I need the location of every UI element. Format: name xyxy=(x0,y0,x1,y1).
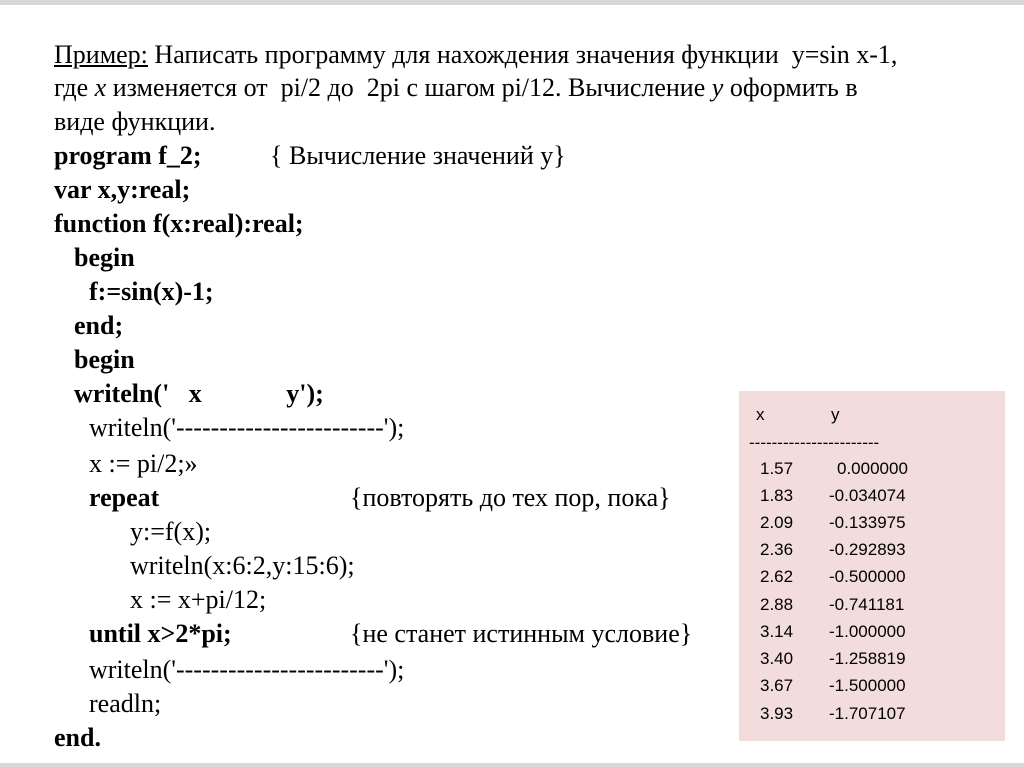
output-separator: ----------------------- xyxy=(749,433,880,452)
var-x-italic: x xyxy=(94,73,107,102)
code-readln: readln; xyxy=(89,689,162,718)
code-function: function f(x:real):real; xyxy=(54,209,304,238)
output-row-x: 2.62 xyxy=(760,567,794,586)
output-row-y: -1.258819 xyxy=(829,649,906,668)
var-y-italic: y xyxy=(711,73,724,102)
code-x-init: x := pi/2;» xyxy=(89,449,198,478)
output-row-y: -1.707107 xyxy=(829,704,906,723)
output-row-x: 3.40 xyxy=(760,649,794,668)
code-x-step: x := x+pi/12; xyxy=(130,585,267,614)
output-row-x: 1.83 xyxy=(760,486,794,505)
output-row-x: 2.88 xyxy=(760,595,794,614)
intro-line-1 xyxy=(54,40,897,70)
output-row-x: 3.14 xyxy=(760,622,794,641)
code-var: var x,y:real; xyxy=(54,175,191,204)
code-begin-2: begin xyxy=(74,345,135,374)
output-row-y: -1.000000 xyxy=(829,622,906,641)
program-output-panel xyxy=(739,391,1005,741)
code-writeln-separator-2: writeln('------------------------'); xyxy=(89,655,405,684)
output-row-x: 2.09 xyxy=(760,513,794,532)
code-y-assign: y:=f(x); xyxy=(130,517,212,546)
output-row-y: -0.500000 xyxy=(829,567,906,586)
code-writeln-xy: writeln(x:6:2,y:15:6); xyxy=(130,551,355,580)
code-end-final: end. xyxy=(54,723,101,752)
output-row-y: -0.034074 xyxy=(829,486,906,505)
code-repeat: repeat xyxy=(89,483,160,512)
intro-line-2 xyxy=(54,73,858,103)
intro-line-2-b: изменяется от pi/2 до 2pi с шагом pi/12. Вычисление xyxy=(106,73,712,102)
intro-line-2-a: где xyxy=(54,73,95,102)
output-row-y: -0.741181 xyxy=(829,595,905,614)
slide-top-border xyxy=(0,0,1024,5)
slide-bottom-border xyxy=(0,763,1024,767)
output-row-x: 1.57 xyxy=(760,459,794,478)
output-header-y: y xyxy=(831,405,840,424)
code-repeat-comment: {повторять до тех пор, пока} xyxy=(350,483,671,512)
output-header-x: x xyxy=(756,405,765,424)
code-until-comment: {не станет истинным условие} xyxy=(350,619,693,648)
code-program: program f_2; xyxy=(54,141,202,170)
output-row-x: 3.67 xyxy=(760,676,794,695)
intro-line-2-c: оформить в xyxy=(723,73,858,102)
code-until: until x>2*pi; xyxy=(89,619,232,648)
output-row-x: 3.93 xyxy=(760,704,794,723)
code-writeln-header: writeln(' x y'); xyxy=(74,379,324,408)
output-row-y: -1.500000 xyxy=(829,676,906,695)
intro-line-3: виде функции. xyxy=(54,107,216,136)
intro-line-1-text: Написать программу для нахождения значения функции y=sin x-1, xyxy=(147,40,898,69)
code-program-comment: { Вычисление значений y} xyxy=(270,141,566,170)
output-row-y: -0.133975 xyxy=(829,513,906,532)
example-label: Пример: xyxy=(54,40,148,69)
code-writeln-separator-1: writeln('------------------------'); xyxy=(89,413,405,442)
output-row-y: -0.292893 xyxy=(829,540,906,559)
code-end-1: end; xyxy=(74,311,124,340)
output-row-y: 0.000000 xyxy=(837,459,908,478)
output-row-x: 2.36 xyxy=(760,540,794,559)
code-begin-1: begin xyxy=(74,243,135,272)
code-assign-f: f:=sin(x)-1; xyxy=(89,277,214,306)
